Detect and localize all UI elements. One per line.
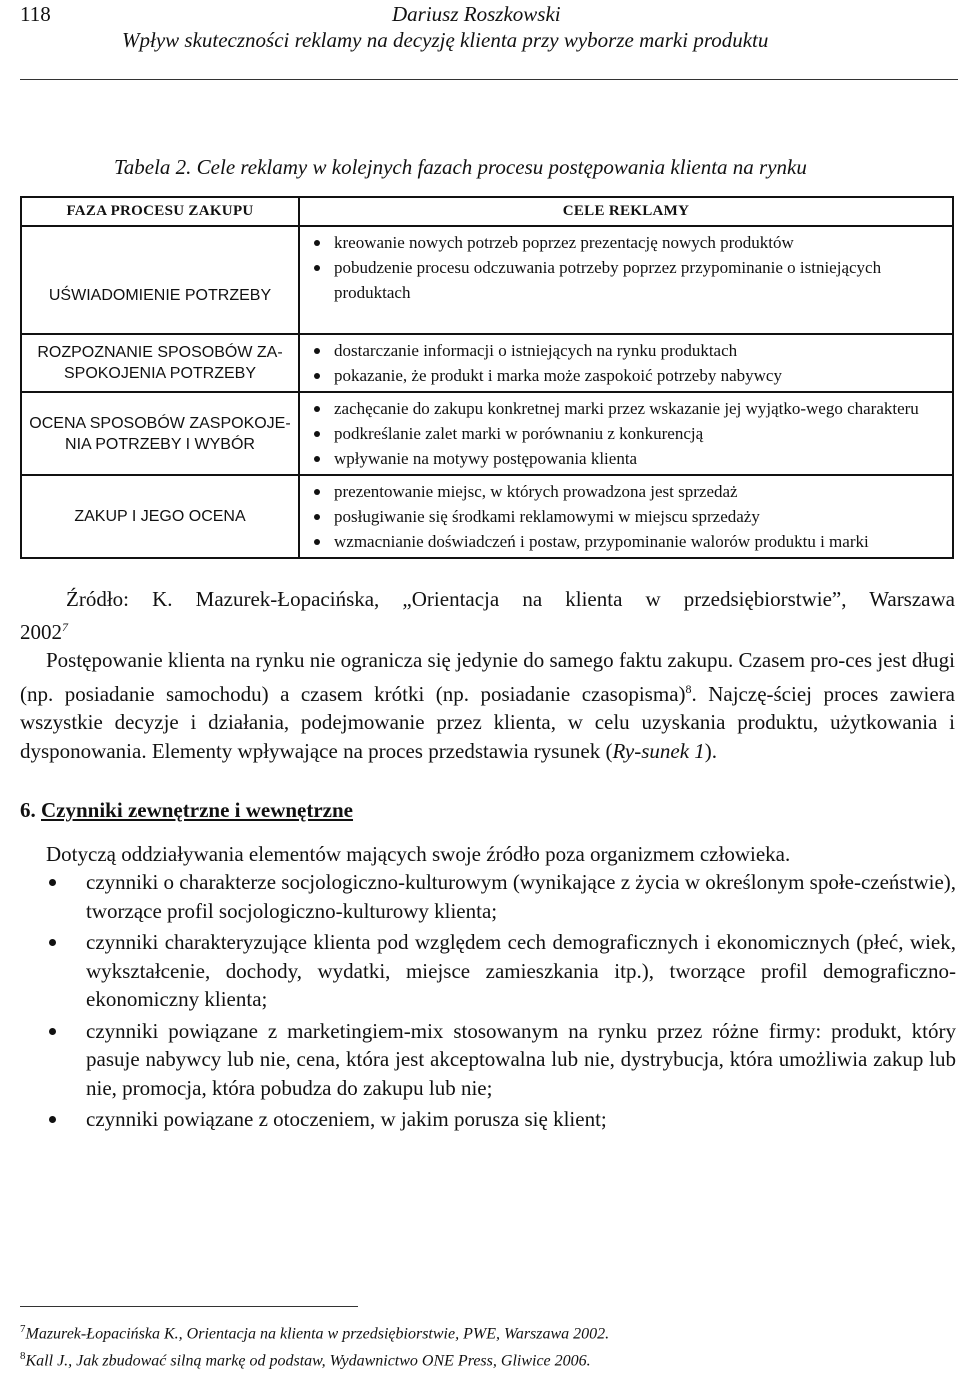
phase-cell	[21, 334, 299, 392]
goal-item: wpływanie na motywy postępowania klienta	[310, 446, 946, 471]
footnote-number: 7	[20, 1323, 26, 1335]
phase-label-line: SPOKOJENIA POTRZEBY	[63, 365, 257, 382]
footnote-ref: 8	[685, 681, 692, 696]
source-year: 2002	[20, 620, 62, 644]
footnote-text: Kall J., Jak zbudować silną markę od podstaw, Wydawnictwo ONE Press, Gliwice 2006.	[25, 1352, 591, 1370]
goal-item: posługiwanie się środkami reklamowymi w miejscu sprzedaży	[310, 504, 946, 529]
goal-item: podkreślanie zalet marki w porównaniu z konkurencją	[310, 421, 946, 446]
table-row	[21, 475, 953, 558]
goal-item: kreowanie nowych potrzeb poprzez prezentację nowych produktów	[310, 230, 946, 255]
page-number: 118	[20, 2, 51, 26]
goal-item: prezentowanie miejsc, w których prowadzona jest sprzedaż	[310, 479, 946, 504]
goals-cell	[299, 334, 953, 392]
goals-cell	[299, 392, 953, 475]
goals-table	[20, 196, 954, 559]
section-number: 6.	[20, 798, 36, 822]
list-item: czynniki o charakterze socjologiczno-kulturowym (wynikające z życia w określonym społe-czeństwie), tworzące profil socjologiczno-kulturowy klienta;	[46, 868, 956, 925]
goals-cell	[299, 226, 953, 334]
footnote	[20, 1345, 609, 1372]
section-title: Czynniki zewnętrzne i wewnętrzne	[41, 798, 354, 822]
goal-item: wzmacnianie doświadczeń i postaw, przypominanie walorów produktu i marki	[310, 529, 946, 554]
goal-item: pokazanie, że produkt i marka może zaspokoić potrzeby nabywcy	[310, 363, 946, 388]
factor-list	[46, 868, 956, 1137]
source-text: Źródło: K. Mazurek-Łopacińska, „Orientacja na klienta w przedsiębiorstwie”, Warszawa	[66, 587, 955, 611]
table-caption: Tabela 2. Cele reklamy w kolejnych fazach procesu postępowania klienta na rynku	[114, 155, 807, 179]
phase-cell	[21, 392, 299, 475]
goal-item: dostarczanie informacji o istniejących na rynku produktach	[310, 338, 946, 363]
list-item: czynniki charakteryzujące klienta pod względem cech demograficznych i ekonomicznych (płeć, wiek, wykształcenie, dochody, wydatki, miejsce zamieszkania itp.), tworzące profil demograficzno-ekonomiczny klienta;	[46, 928, 956, 1014]
goal-item: zachęcanie do zakupu konkretnej marki przez wskazanie jej wyjątko-wego charakteru	[310, 396, 946, 421]
figure-reference: Ry-sunek 1	[612, 738, 705, 763]
goal-item: pobudzenie procesu odczuwania potrzeby poprzez przypominanie o istniejących produktach	[310, 255, 946, 305]
phase-label: UŚWIADOMIENIE POTRZEBY	[48, 287, 272, 304]
list-item: czynniki powiązane z otoczeniem, w jakim porusza się klient;	[46, 1105, 956, 1134]
phase-cell	[21, 226, 299, 334]
paragraph-text: Postępowanie klienta na rynku nie ogranicza się jedynie do samego faktu zakupu. Czasem pro-ces jest długi (np. posiadanie samochodu) a czasem krótki (np. posiadanie czasopisma)	[20, 648, 955, 706]
phase-label-line: ROZPOZNANIE SPOSOBÓW ZA-	[37, 344, 283, 361]
running-header-title: Wpływ skuteczności reklamy na decyzję klienta przy wyborze marki produktu	[122, 28, 769, 52]
body-paragraph	[20, 646, 955, 765]
column-header-goals: CELE REKLAMY	[299, 197, 953, 226]
phase-cell	[21, 475, 299, 558]
footnotes	[20, 1318, 609, 1373]
section-heading	[20, 798, 353, 823]
table-row	[21, 392, 953, 475]
footnote-ref: 7	[62, 620, 68, 634]
footnote-text: Mazurek-Łopacińska K., Orientacja na klienta w przedsiębiorstwie, PWE, Warszawa 2002.	[25, 1325, 610, 1343]
phase-label-line: OCENA SPOSOBÓW ZASPOKOJE-	[29, 414, 291, 432]
phase-label: ZAKUP I JEGO OCENA	[74, 508, 246, 525]
table-source	[20, 585, 955, 646]
running-header-author: Dariusz Roszkowski	[392, 2, 561, 26]
section-intro: Dotyczą oddziaływania elementów mających swoje źródło poza organizmem człowieka.	[46, 842, 791, 866]
paragraph-text: . Najczę-ściej proces zawiera wszystkie decyzje i działania, podejmowanie przez klienta, w celu uzyskania produktu, użytkowania i dysponowania. Elementy wpływające na proces przedstawia rysunek (	[20, 681, 955, 763]
header-divider	[20, 79, 958, 80]
footnote-number: 8	[20, 1350, 26, 1363]
table-row	[21, 334, 953, 392]
paragraph-text: ).	[704, 738, 718, 763]
footnote	[20, 1318, 609, 1345]
list-item: czynniki powiązane z marketingiem-mix stosowanym na rynku przez różne firmy: produkt, który pasuje nabywcy lub nie, cena, która jest akceptowalna lub nie, dystrybucja, która umożliwia zakup lub nie, promocja, która pobudza do zakupu lub nie;	[46, 1017, 956, 1103]
table-header-row	[21, 197, 953, 226]
column-header-phase: FAZA PROCESU ZAKUPU	[21, 197, 299, 226]
footnote-divider	[20, 1306, 358, 1307]
table-row	[21, 226, 953, 334]
phase-label-line: NIA POTRZEBY I WYBÓR	[65, 435, 255, 453]
goals-cell	[299, 475, 953, 558]
